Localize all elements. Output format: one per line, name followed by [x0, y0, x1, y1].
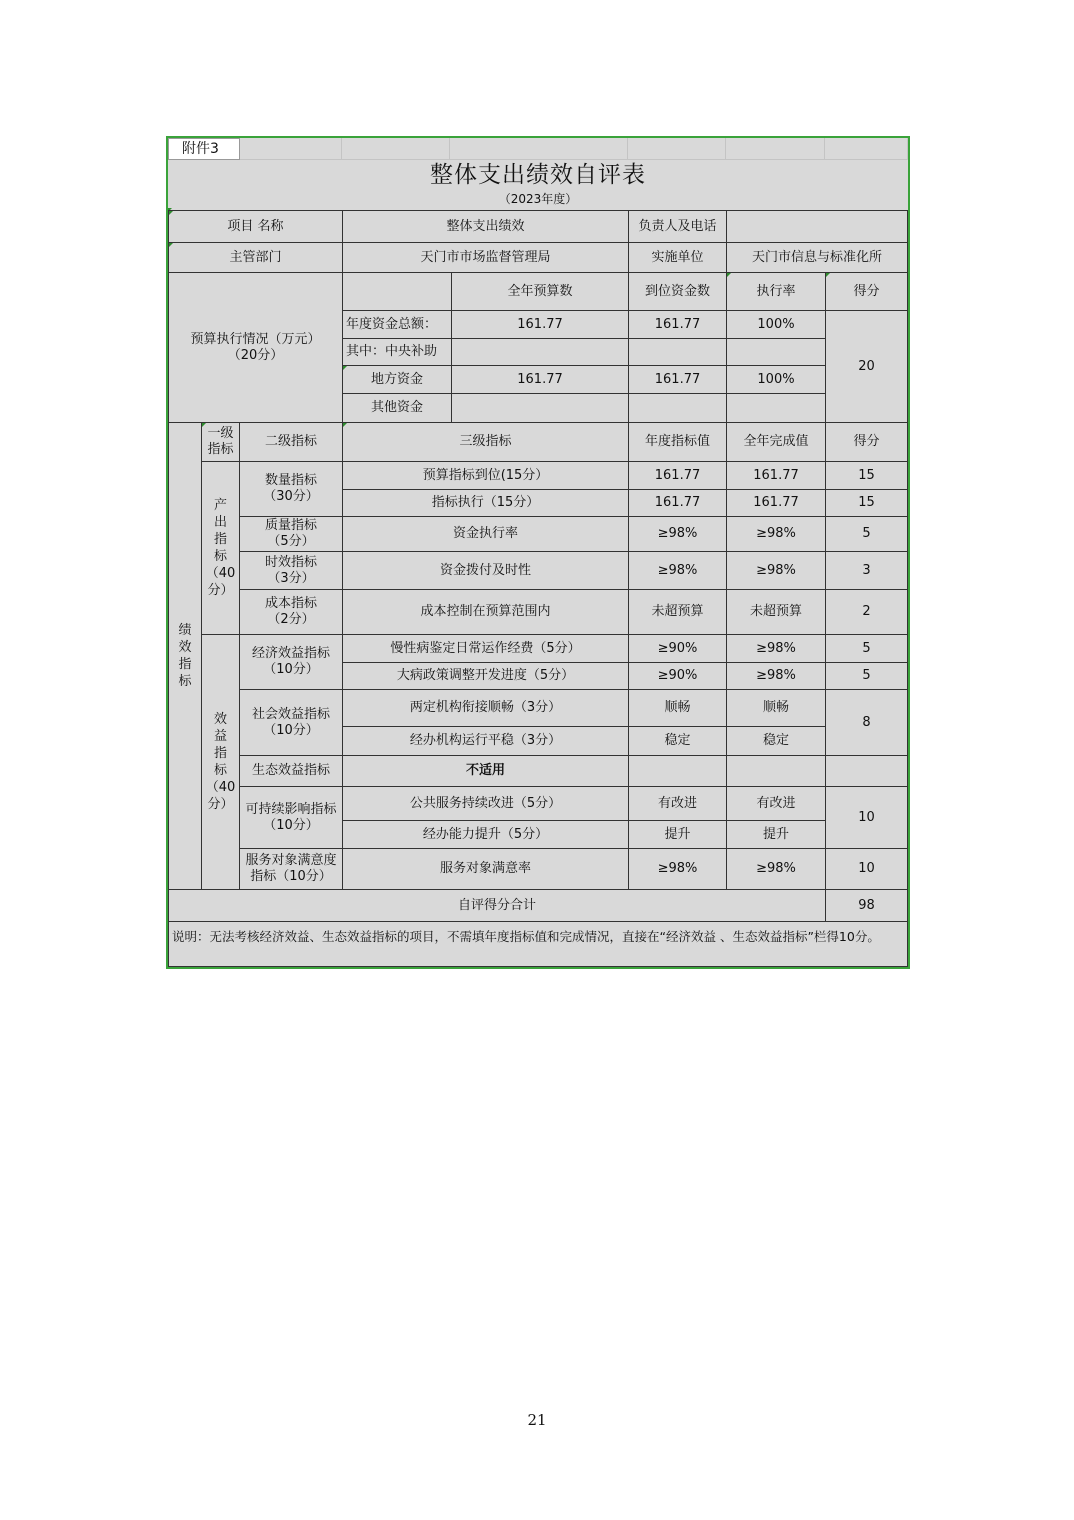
indicator-actual: 顺畅	[726, 689, 826, 727]
level2-header: 二级指标	[239, 422, 343, 462]
economic-benefit-indicator: 经济效益指标 （10分）	[239, 634, 343, 690]
grid-cell	[825, 138, 908, 160]
indicator-actual: ≥98%	[726, 551, 826, 590]
explanation-note: 说明：无法考核经济效益、生态效益指标的项目，不需填年度指标值和完成情况，直接在“经济效益 、生态效益指标”栏得10分。	[168, 921, 908, 967]
output-indicator-label: 产 出 指 标 （40 分）	[201, 461, 240, 635]
total-label: 自评得分合计	[168, 889, 826, 922]
budget-row-budget: 161.77	[451, 365, 629, 394]
indicator-name: 不适用	[342, 755, 629, 787]
indicator-target: ≥98%	[628, 551, 727, 590]
budget-row-label: 年度资金总额：	[342, 310, 452, 339]
grid-cell	[450, 138, 628, 160]
total-score: 98	[825, 889, 908, 922]
indicator-score: 5	[825, 634, 908, 663]
indicator-target: ≥90%	[628, 662, 727, 690]
grid-cell	[726, 138, 825, 160]
col-rate-header: 执行率	[726, 272, 826, 311]
indicator-target: 稳定	[628, 726, 727, 756]
budget-section-label: 预算执行情况（万元） （20分）	[168, 272, 343, 423]
budget-row-rate	[726, 338, 826, 366]
indicator-name: 资金拨付及时性	[342, 551, 629, 590]
perf-score-header: 得分	[825, 422, 908, 462]
level1-header: 一级 指标	[201, 422, 240, 462]
actual-header: 全年完成值	[726, 422, 826, 462]
indicator-actual: 有改进	[726, 786, 826, 821]
budget-row-received: 161.77	[628, 365, 727, 394]
budget-row-rate: 100%	[726, 310, 826, 339]
indicator-target: 提升	[628, 820, 727, 849]
indicator-actual: 未超预算	[726, 589, 826, 635]
indicator-actual: 稳定	[726, 726, 826, 756]
indicator-score: 5	[825, 662, 908, 690]
budget-row-received: 161.77	[628, 310, 727, 339]
satisfaction-indicator: 服务对象满意度 指标（10分）	[239, 848, 343, 890]
grid-cell	[628, 138, 726, 160]
grid-cell	[342, 138, 450, 160]
indicator-target: 有改进	[628, 786, 727, 821]
indicator-target: 顺畅	[628, 689, 727, 727]
page-title: 整体支出绩效自评表	[430, 162, 646, 188]
indicator-actual: ≥98%	[726, 634, 826, 663]
budget-row-rate: 100%	[726, 365, 826, 394]
budget-row-budget	[451, 338, 629, 366]
indicator-name: 大病政策调整开发进度（5分）	[342, 662, 629, 690]
indicator-score: 15	[825, 461, 908, 490]
dept-value: 天门市市场监督管理局	[342, 242, 629, 273]
indicator-actual: ≥98%	[726, 662, 826, 690]
ecological-benefit-indicator: 生态效益指标	[239, 755, 343, 787]
indicator-actual: 161.77	[726, 461, 826, 490]
level3-header: 三级指标	[342, 422, 629, 462]
project-name-value: 整体支出绩效	[342, 210, 629, 243]
perf-section-label: 绩 效 指 标	[168, 422, 202, 890]
sustainability-score: 10	[825, 786, 908, 849]
indicator-actual	[726, 755, 826, 787]
indicator-name: 服务对象满意率	[342, 848, 629, 890]
budget-row-received	[628, 393, 727, 423]
indicator-name: 公共服务持续改进（5分）	[342, 786, 629, 821]
indicator-actual: ≥98%	[726, 848, 826, 890]
indicator-target	[628, 755, 727, 787]
budget-row-budget: 161.77	[451, 310, 629, 339]
indicator-name: 预算指标到位(15分）	[342, 461, 629, 490]
indicator-actual: ≥98%	[726, 516, 826, 552]
indicator-score: 10	[825, 848, 908, 890]
budget-row-budget	[451, 393, 629, 423]
target-header: 年度指标值	[628, 422, 727, 462]
quality-indicator: 质量指标 （5分）	[239, 516, 343, 552]
col-received-header: 到位资金数	[628, 272, 727, 311]
indicator-target: 未超预算	[628, 589, 727, 635]
indicator-actual: 161.77	[726, 489, 826, 517]
indicator-target: ≥98%	[628, 848, 727, 890]
quantity-indicator: 数量指标 （30分）	[239, 461, 343, 517]
indicator-score	[825, 755, 908, 787]
indicator-target: 161.77	[628, 461, 727, 490]
social-benefit-score: 8	[825, 689, 908, 756]
grid-cell	[240, 138, 342, 160]
dept-label: 主管部门	[168, 242, 343, 273]
indicator-target: ≥98%	[628, 516, 727, 552]
contact-value	[726, 210, 908, 243]
indicator-name: 指标执行（15分）	[342, 489, 629, 517]
indicator-name: 慢性病鉴定日常运作经费（5分）	[342, 634, 629, 663]
indicator-name: 经办能力提升（5分）	[342, 820, 629, 849]
budget-row-label: 其他资金	[342, 393, 452, 423]
indicator-target: 161.77	[628, 489, 727, 517]
indicator-name: 两定机构衔接顺畅（3分）	[342, 689, 629, 727]
budget-row-received	[628, 338, 727, 366]
indicator-score: 15	[825, 489, 908, 517]
col-budget-header: 全年预算数	[451, 272, 629, 311]
impl-label: 实施单位	[628, 242, 727, 273]
budget-row-rate	[726, 393, 826, 423]
indicator-name: 经办机构运行平稳（3分）	[342, 726, 629, 756]
self-evaluation-sheet	[166, 136, 910, 969]
indicator-name: 资金执行率	[342, 516, 629, 552]
indicator-name: 成本控制在预算范围内	[342, 589, 629, 635]
social-benefit-indicator: 社会效益指标 （10分）	[239, 689, 343, 756]
page-number: 21	[527, 1411, 547, 1429]
benefit-indicator-label: 效 益 指 标 （40 分）	[201, 634, 240, 890]
indicator-score: 3	[825, 551, 908, 590]
budget-blank-header	[342, 272, 452, 311]
cost-indicator: 成本指标 （2分）	[239, 589, 343, 635]
indicator-target: ≥90%	[628, 634, 727, 663]
attachment-label: 附件3	[168, 138, 240, 160]
impl-value: 天门市信息与标准化所	[726, 242, 908, 273]
contact-label: 负责人及电话	[628, 210, 727, 243]
budget-row-label: 其中：中央补助	[342, 338, 452, 366]
budget-score: 20	[825, 310, 908, 423]
indicator-score: 2	[825, 589, 908, 635]
year-subtitle: （2023年度）	[498, 192, 578, 206]
budget-row-label: 地方资金	[342, 365, 452, 394]
indicator-score: 5	[825, 516, 908, 552]
indicator-actual: 提升	[726, 820, 826, 849]
sustainability-indicator: 可持续影响指标 （10分）	[239, 786, 343, 849]
col-score-header: 得分	[825, 272, 908, 311]
project-name-label: 项目 名称	[168, 210, 343, 243]
timeliness-indicator: 时效指标 （3分）	[239, 551, 343, 590]
